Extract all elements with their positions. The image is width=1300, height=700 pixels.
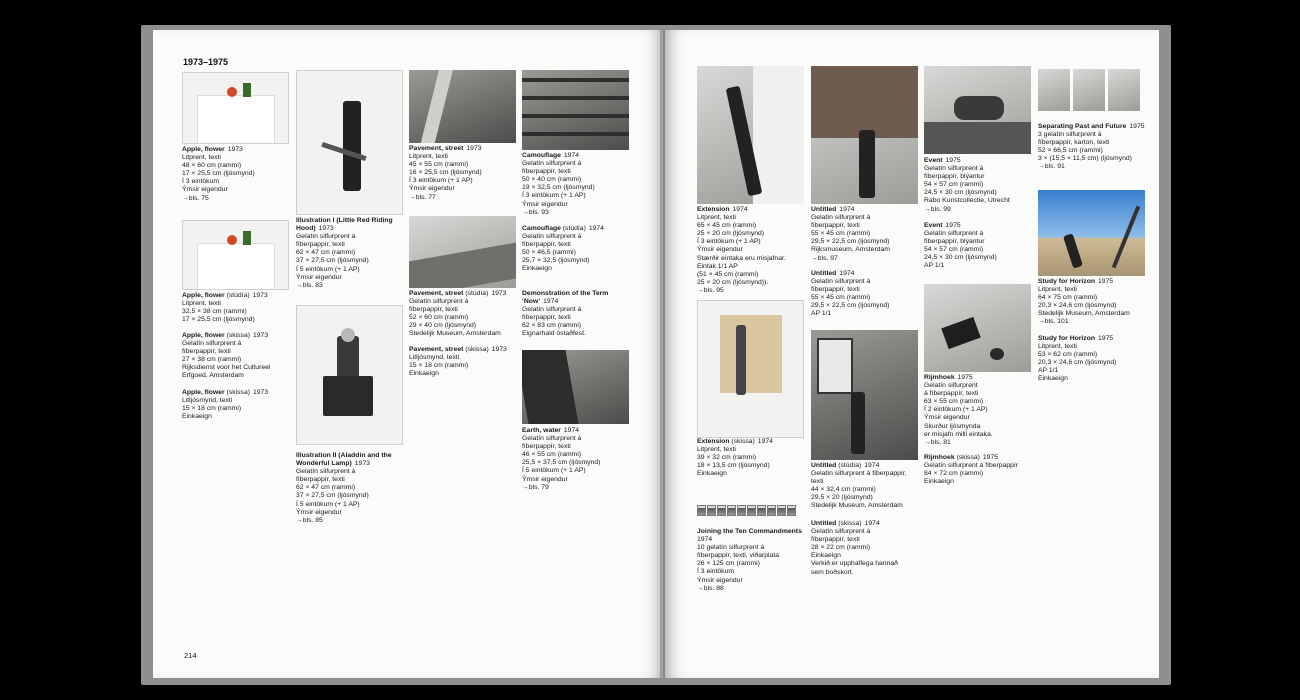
- entry-detail-line: →bls. 99: [924, 205, 951, 213]
- entry-year: 1974: [588, 225, 604, 232]
- entry-detail-line: 62 × 47 cm (rammi): [296, 484, 356, 492]
- photo-extension: [697, 66, 804, 204]
- entry-detail-line: Gelatín silfurprent á: [811, 214, 871, 222]
- entry-heading: [811, 520, 927, 528]
- caption-e2: [182, 292, 292, 324]
- caption-e9: [409, 346, 519, 378]
- entry-detail-line: 3 × (15,5 × 11,5 cm) (ljósmynd): [1038, 155, 1132, 163]
- entry-title: Extension: [697, 438, 730, 445]
- entry-detail-line: Ýmsir eigendur: [296, 508, 342, 516]
- entry-detail-line: AP 1/1: [811, 310, 832, 318]
- entry-title: Event: [924, 157, 943, 164]
- entry-year: 1974: [732, 206, 748, 213]
- entry-detail-line: Gelatín silfurprent á: [811, 528, 871, 536]
- entry-detail-line: (51 × 45 cm (rammi): [697, 270, 759, 278]
- entry-detail-line: fíberpappír, texti: [811, 222, 860, 230]
- entry-detail-line: Litprent, texti: [697, 446, 736, 454]
- entry-year: 1973: [318, 225, 334, 233]
- entry-detail-line: 29,5 × 22,5 cm (ljósmynd): [811, 302, 890, 310]
- entry-variant: (skissa): [956, 454, 980, 461]
- entry-detail-line: →bls. 75: [182, 194, 209, 202]
- entry-detail-line: fíberpappír, texti: [811, 536, 860, 544]
- entry-detail-line: 29,5 × 20 (ljósmynd): [811, 494, 873, 502]
- entry-detail-line: Rijksmuseum, Amsterdam: [811, 246, 890, 254]
- entry-year: 1974: [563, 152, 580, 159]
- entry-detail-line: Gelatín silfurprent á: [182, 340, 242, 348]
- entry-detail-line: 46 × 55 cm (rammi): [522, 451, 582, 459]
- entry-detail-line: 17 × 25,5 cm (ljósmynd): [182, 316, 255, 324]
- entry-heading: [811, 206, 923, 214]
- entry-detail-line: Gelatín silfurprent á: [924, 230, 984, 238]
- caption-e22: [924, 222, 1040, 271]
- entry-variant: (skissa): [226, 389, 250, 396]
- entry-detail-line: Í 2 eintökum (+ 1 AP): [924, 406, 988, 414]
- entry-detail-line: Einkaeign: [924, 478, 954, 486]
- entry-detail-line: 29 × 40 cm (ljósmynd): [409, 322, 477, 330]
- caption-e17: [811, 206, 923, 263]
- entry-heading: [1038, 278, 1154, 286]
- entry-detail-line: Einkaeign: [811, 552, 841, 560]
- entry-detail-line: Stedelijk Museum, Amsterdam: [1038, 310, 1130, 318]
- entry-detail-line: →bls. 77: [409, 193, 436, 201]
- entry-heading: [182, 292, 292, 300]
- caption-e14: [697, 206, 809, 295]
- entry-title: Apple, flower: [182, 332, 225, 339]
- entry-detail-line: Ýmsir eigendur: [182, 186, 228, 194]
- entry-heading: [409, 290, 519, 298]
- right-page: [665, 30, 1159, 678]
- entry-detail-line: 48 × 60 cm (rammi): [182, 162, 242, 170]
- entry-year: 1973: [466, 145, 482, 152]
- entry-detail-line: fíberpappír, texti: [182, 348, 231, 356]
- entry-detail-line: sem boðskort.: [811, 568, 854, 576]
- photo-apple-flower: [182, 72, 289, 144]
- entry-detail-line: 44 × 32,4 cm (rammi): [811, 486, 876, 494]
- entry-title: Rijmhoek: [924, 374, 955, 381]
- entry-detail-line: 53 × 62 cm (rammi): [1038, 351, 1098, 359]
- entry-year: 1975: [1129, 123, 1145, 130]
- entry-year: 1975: [957, 374, 973, 381]
- entry-detail-line: 52 × 66,5 cm (rammi): [1038, 147, 1103, 155]
- entry-detail-line: Gelatín silfurprent á: [296, 233, 356, 241]
- entry-variant: (stúdía): [838, 462, 862, 469]
- entry-detail-line: AP 1/1: [924, 262, 945, 270]
- photo-extension-sketch: [697, 300, 804, 438]
- entry-heading: [1038, 335, 1154, 343]
- entry-detail-line: texti: [811, 478, 824, 486]
- entry-detail-line: Ýmsir eigendur: [697, 246, 743, 254]
- entry-detail-line: Í 5 eintökum (+ 1 AP): [296, 500, 360, 508]
- entry-detail-line: 62 × 47 cm (rammi): [296, 249, 356, 257]
- entry-detail-line: Litprent, texti: [1038, 286, 1077, 294]
- entry-heading: [522, 225, 634, 233]
- entry-year: 1975: [945, 157, 961, 164]
- entry-detail-line: 24,5 × 30 cm (ljósmynd): [924, 254, 997, 262]
- entry-detail-line: fíberpappír, karton, texti: [1038, 139, 1110, 147]
- entry-detail-line: Ýmsir eigendur: [924, 414, 970, 422]
- entry-variant: (stúdía): [465, 290, 489, 297]
- entry-title: Rijmhoek: [924, 454, 955, 461]
- entry-detail-line: 50 × 46,5 (rammi): [522, 249, 576, 257]
- entry-detail-line: →bls. 95: [697, 286, 724, 294]
- entry-detail-line: Ýmsir eigendur: [522, 200, 568, 208]
- entry-year: 1974: [839, 270, 855, 277]
- entry-heading: [522, 427, 634, 435]
- entry-heading: [182, 146, 292, 154]
- caption-e8: [409, 290, 519, 339]
- entry-variant: (skissa): [226, 332, 250, 339]
- entry-detail-line: 15 × 18 cm (rammi): [409, 362, 469, 370]
- entry-detail-line: fíberpappír, texti: [409, 306, 458, 314]
- entry-detail-line: Litprent, texti: [182, 154, 221, 162]
- caption-e11: [522, 225, 634, 274]
- entry-detail-line: 18 × 13,5 cm (ljósmynd): [697, 462, 770, 470]
- entry-detail-line: Gelatín silfurprent á: [522, 435, 582, 443]
- photo-pavement-street-study: [409, 216, 516, 288]
- entry-detail-line: Litljósmynd, texti: [409, 354, 460, 362]
- entry-detail-line: Gelatín silfurprent: [924, 382, 978, 390]
- entry-detail-line: 24,5 × 30 cm (ljósmynd): [924, 189, 997, 197]
- entry-detail-line: Stærðir eintaka eru misjafnar.: [697, 254, 786, 262]
- entry-heading: [811, 270, 923, 278]
- entry-detail-line: 25,7 × 32,5 (ljósmynd): [522, 257, 590, 265]
- entry-detail-line: 65 × 45 cm (rammi): [697, 222, 757, 230]
- entry-title: Untitled: [811, 206, 837, 213]
- entry-detail-line: 55 × 45 cm (rammi): [811, 230, 871, 238]
- entry-detail-line: Gelatín silfurprent á: [811, 278, 871, 286]
- entry-detail-line: 28 × 22 cm (rammi): [811, 544, 871, 552]
- entry-detail-line: →bls. 81: [924, 438, 951, 446]
- caption-e3: [182, 332, 292, 381]
- entry-heading: [522, 152, 634, 160]
- entry-variant: (skissa): [731, 438, 755, 445]
- caption-e5: [296, 217, 406, 290]
- entry-title: Apple, flower: [182, 292, 225, 299]
- entry-year: 1974: [839, 206, 855, 213]
- caption-e13: [522, 427, 634, 492]
- caption-e21: [924, 157, 1040, 214]
- page-number: 214: [184, 651, 197, 660]
- entry-year: 1974: [563, 427, 580, 434]
- entry-title: Event: [924, 222, 943, 229]
- photo-study-for-horizon: [1038, 190, 1145, 276]
- entry-detail-line: fíberpappír, texti: [296, 476, 345, 484]
- entry-detail-line: 50 × 40 cm (rammi): [522, 176, 582, 184]
- entry-heading: [1038, 123, 1154, 131]
- entry-heading: [182, 389, 292, 397]
- caption-e24: [924, 454, 1040, 486]
- caption-e15: [697, 438, 809, 478]
- entry-title: Demonstration of the Term ‘Now’: [522, 290, 609, 306]
- entry-detail-line: 15 × 18 cm (rammi): [182, 405, 242, 413]
- entry-detail-line: fíberpappír, texti: [522, 241, 571, 249]
- entry-detail-line: Verkið er upphaflega hannað: [811, 560, 898, 568]
- section-title: 1973–1975: [183, 57, 229, 67]
- entry-title: Untitled: [811, 270, 837, 277]
- entry-detail-line: Gelatín silfurprent á fíberpappír: [924, 462, 1019, 470]
- entry-detail-line: 54 × 57 cm (rammi): [924, 181, 984, 189]
- entry-detail-line: Í 3 eintökum (+ 1 AP): [522, 192, 586, 200]
- entry-detail-line: Litprent, texti: [182, 300, 221, 308]
- entry-detail-line: Gelatín silfurprent á: [522, 160, 582, 168]
- caption-e1: [182, 146, 292, 203]
- photo-camouflage: [522, 70, 629, 150]
- entry-year: 1973: [227, 146, 243, 153]
- entry-variant: (stúdía): [226, 292, 250, 299]
- entry-heading: [924, 374, 1040, 382]
- entry-detail-line: Rabo Kunstcollectie, Utrecht: [924, 197, 1010, 205]
- photo-apple-flower-study: [182, 220, 289, 290]
- entry-detail-line: Í 3 eintökum: [697, 568, 735, 576]
- entry-title: Study for Horizon: [1038, 278, 1096, 285]
- entry-year: 1975: [1098, 278, 1114, 285]
- caption-e19: [811, 462, 927, 511]
- entry-variant: (skissa): [838, 520, 862, 527]
- entry-detail-line: Ýmsir eigendur: [522, 475, 568, 483]
- entry-detail-line: Litprent, texti: [409, 153, 448, 161]
- entry-year: 1973: [354, 460, 370, 468]
- entry-year: 1975: [945, 222, 961, 229]
- entry-detail-line: →bls. 79: [522, 483, 549, 491]
- entry-detail-line: 16 × 25,5 cm (ljósmynd): [409, 169, 482, 177]
- entry-heading: [811, 462, 927, 470]
- entry-year: 1974: [864, 462, 880, 469]
- entry-detail-line: Ýmsir eigendur: [296, 273, 342, 281]
- entry-title: Apple, flower: [182, 389, 225, 396]
- entry-detail-line: fíberpappír, texti: [522, 314, 571, 322]
- caption-e10: [522, 152, 634, 217]
- entry-detail-line: →bls. 91: [1038, 163, 1065, 171]
- entry-detail-line: fíberpappír, blýantur: [924, 173, 985, 181]
- entry-heading: [924, 157, 1040, 165]
- entry-detail-line: 37 × 27,5 cm (ljósmynd): [296, 492, 369, 500]
- entry-detail-line: 27 × 38 cm (rammi): [182, 356, 242, 364]
- photo-illustration-i: [296, 70, 403, 215]
- entry-detail-line: Litprent, texti: [697, 214, 736, 222]
- entry-detail-line: Gelatín silfurprent á: [409, 298, 469, 306]
- entry-heading: [296, 452, 408, 468]
- entry-heading: [182, 332, 292, 340]
- entry-title: Earth, water: [522, 427, 561, 434]
- entry-heading: [697, 438, 809, 446]
- entry-detail-line: fíberpappír, texti: [522, 168, 571, 176]
- entry-year: 1974: [864, 520, 880, 527]
- entry-detail-line: 10 gelatín silfurprent á: [697, 544, 765, 552]
- entry-detail-line: Ýmsir eigendur: [697, 576, 743, 584]
- entry-detail-line: 3 gelatín silfurprent á: [1038, 131, 1102, 139]
- entry-heading: [409, 346, 519, 354]
- caption-e16: [697, 528, 809, 593]
- entry-detail-line: á fíberpappír, texti: [924, 390, 979, 398]
- entry-detail-line: 55 × 45 cm (rammi): [811, 294, 871, 302]
- entry-title: Extension: [697, 206, 730, 213]
- entry-detail-line: 45 × 55 cm (rammi): [409, 161, 469, 169]
- entry-detail-line: →bls. 97: [811, 254, 838, 262]
- entry-title: Camouflage: [522, 225, 561, 232]
- entry-detail-line: Einkaeign: [409, 370, 439, 378]
- caption-e18: [811, 270, 923, 319]
- entry-detail-line: 84 × 72 cm (rammi): [924, 470, 984, 478]
- entry-detail-line: Eignarhald óstaðfest.: [522, 330, 586, 338]
- entry-detail-line: →bls. 83: [296, 281, 323, 289]
- caption-e4: [182, 389, 292, 421]
- entry-detail-line: AP 1/1: [1038, 367, 1059, 375]
- entry-title: Untitled: [811, 520, 837, 527]
- entry-detail-line: Rijksdienst voor het Cultureel: [182, 364, 271, 372]
- entry-detail-line: Í 3 eintökum (+ 1 AP): [409, 177, 473, 185]
- entry-detail-line: 62 × 83 cm (rammi): [522, 322, 582, 330]
- entry-year: 1973: [491, 346, 507, 353]
- entry-detail-line: Einkaeign: [182, 413, 212, 421]
- entry-year: 1973: [253, 389, 269, 396]
- entry-detail-line: Gelatín silfurprent á fíberpappír,: [811, 470, 907, 478]
- photo-earth-water: [522, 350, 629, 424]
- entry-detail-line: 63 × 55 cm (rammi): [924, 398, 984, 406]
- caption-e23: [924, 374, 1040, 447]
- entry-detail-line: 20,3 × 24,6 cm (ljósmynd): [1038, 359, 1117, 367]
- entry-detail-line: Litljósmynd, texti: [182, 397, 233, 405]
- entry-detail-line: Einkaeign: [697, 470, 727, 478]
- entry-detail-line: 26 × 125 cm (rammi): [697, 560, 760, 568]
- caption-e26: [1038, 278, 1154, 327]
- entry-heading: [522, 290, 634, 306]
- entry-heading: [296, 217, 406, 233]
- entry-title: Untitled: [811, 462, 837, 469]
- entry-heading: [409, 145, 519, 153]
- photo-untitled-study: [811, 330, 918, 460]
- entry-detail-line: 64 × 75 cm (rammi): [1038, 294, 1098, 302]
- entry-detail-line: 17 × 25,5 cm (ljósmynd): [182, 170, 255, 178]
- left-page: [153, 30, 663, 678]
- entry-title: Study for Horizon: [1038, 335, 1096, 342]
- entry-detail-line: 32,5 × 38 cm (rammi): [182, 308, 247, 316]
- photo-untitled: [811, 66, 918, 204]
- entry-title: Joining the Ten Commandments: [697, 528, 802, 535]
- entry-detail-line: fíberpappír, texti: [296, 241, 345, 249]
- entry-detail-line: 19 × 32,5 cm (ljósmynd): [522, 184, 595, 192]
- entry-detail-line: Erfgoed, Amsterdam: [182, 372, 244, 380]
- photo-event: [924, 66, 1031, 154]
- entry-year: 1974: [543, 298, 559, 306]
- entry-year: 1975: [1098, 335, 1114, 342]
- entry-heading: [697, 528, 809, 536]
- entry-detail-line: Skurður ljósmynda: [924, 422, 981, 430]
- photo-pavement-street: [409, 70, 516, 143]
- caption-e7: [409, 145, 519, 202]
- entry-detail-line: fíberpappír, blýantur: [924, 238, 985, 246]
- entry-year: 1973: [253, 332, 269, 339]
- entry-detail-line: Í 5 eintökum (+ 1 AP): [522, 467, 586, 475]
- entry-detail-line: 25,5 × 37,5 cm (ljósmynd): [522, 459, 601, 467]
- entry-detail-line: Einkaeign: [522, 265, 552, 273]
- entry-detail-line: 29,5 × 22,5 cm (ljósmynd): [811, 238, 890, 246]
- entry-heading: [924, 454, 1040, 462]
- entry-detail-line: 1974: [697, 536, 713, 544]
- caption-e6: [296, 452, 408, 525]
- entry-year: 1974: [757, 438, 773, 445]
- entry-detail-line: er misjafn milli eintaka.: [924, 430, 993, 438]
- entry-year: 1975: [982, 454, 999, 461]
- entry-heading: [924, 222, 1040, 230]
- entry-variant: (stúdía): [562, 225, 586, 232]
- entry-title: Pavement, street: [409, 145, 464, 152]
- entry-detail-line: 54 × 57 cm (rammi): [924, 246, 984, 254]
- photo-illustration-ii: [296, 305, 403, 445]
- entry-detail-line: Í 5 eintökum (+ 1 AP): [296, 265, 360, 273]
- entry-detail-line: Stedelijk Museum, Amsterdam: [811, 502, 903, 510]
- photo-rijmhoek: [924, 284, 1031, 372]
- entry-heading: [697, 206, 809, 214]
- photo-joining-ten-commandments: [697, 505, 796, 516]
- entry-detail-line: 39 × 32 cm (rammi): [697, 454, 757, 462]
- entry-detail-line: Í 3 eintökum (+ 1 AP): [697, 238, 761, 246]
- caption-e12: [522, 290, 634, 339]
- entry-detail-line: 25 × 20 cm (ljósmynd)).: [697, 278, 769, 286]
- caption-e20: [811, 520, 927, 577]
- entry-title: Camouflage: [522, 152, 561, 159]
- entry-detail-line: Einkaeign: [1038, 375, 1068, 383]
- entry-detail-line: →bls. 93: [522, 208, 549, 216]
- entry-detail-line: 37 × 27,5 cm (ljósmynd): [296, 257, 369, 265]
- entry-detail-line: Gelatín silfurprent á: [522, 306, 582, 314]
- entry-detail-line: Stedelijk Museum, Amsterdam: [409, 330, 501, 338]
- caption-e25: [1038, 123, 1154, 172]
- entry-title: Pavement, street: [409, 290, 464, 297]
- entry-detail-line: →bls. 85: [296, 516, 323, 524]
- entry-title: Illustration II (Aladdin and the Wonderful Lamp): [296, 452, 392, 468]
- entry-detail-line: 52 × 60 cm (rammi): [409, 314, 469, 322]
- entry-year: 1973: [491, 290, 507, 297]
- entry-year: 1973: [252, 292, 268, 299]
- entry-detail-line: Gelatín silfurprent á: [296, 468, 356, 476]
- entry-detail-line: fíberpappír, texti: [522, 443, 571, 451]
- entry-detail-line: Litprent, texti: [1038, 343, 1077, 351]
- caption-e27: [1038, 335, 1154, 384]
- entry-detail-line: 20,3 × 24,6 cm (ljósmynd): [1038, 302, 1117, 310]
- entry-detail-line: →bls. 101: [1038, 318, 1069, 326]
- entry-detail-line: Gelatín silfurprent á: [522, 233, 582, 241]
- photo-separating-past-future: [1038, 69, 1140, 111]
- entry-detail-line: Gelatín silfurprent á: [924, 165, 984, 173]
- entry-detail-line: fíberpappír, texti: [811, 286, 860, 294]
- entry-title: Apple, flower: [182, 146, 225, 153]
- entry-detail-line: 25 × 20 cm (ljósmynd): [697, 230, 765, 238]
- entry-title: Pavement, street: [409, 346, 464, 353]
- entry-detail-line: Ýmsir eigendur: [409, 185, 455, 193]
- entry-title: Separating Past and Future: [1038, 123, 1127, 130]
- entry-title: Illustration I (Little Red Riding Hood): [296, 217, 393, 233]
- entry-detail-line: →bls. 88: [697, 584, 724, 592]
- entry-variant: (skissa): [465, 346, 489, 353]
- entry-detail-line: fíberpappír, texti, viðarplata: [697, 552, 779, 560]
- entry-detail-line: Í 3 eintökum: [182, 178, 220, 186]
- entry-detail-line: Eintak 1/1 AP: [697, 262, 738, 270]
